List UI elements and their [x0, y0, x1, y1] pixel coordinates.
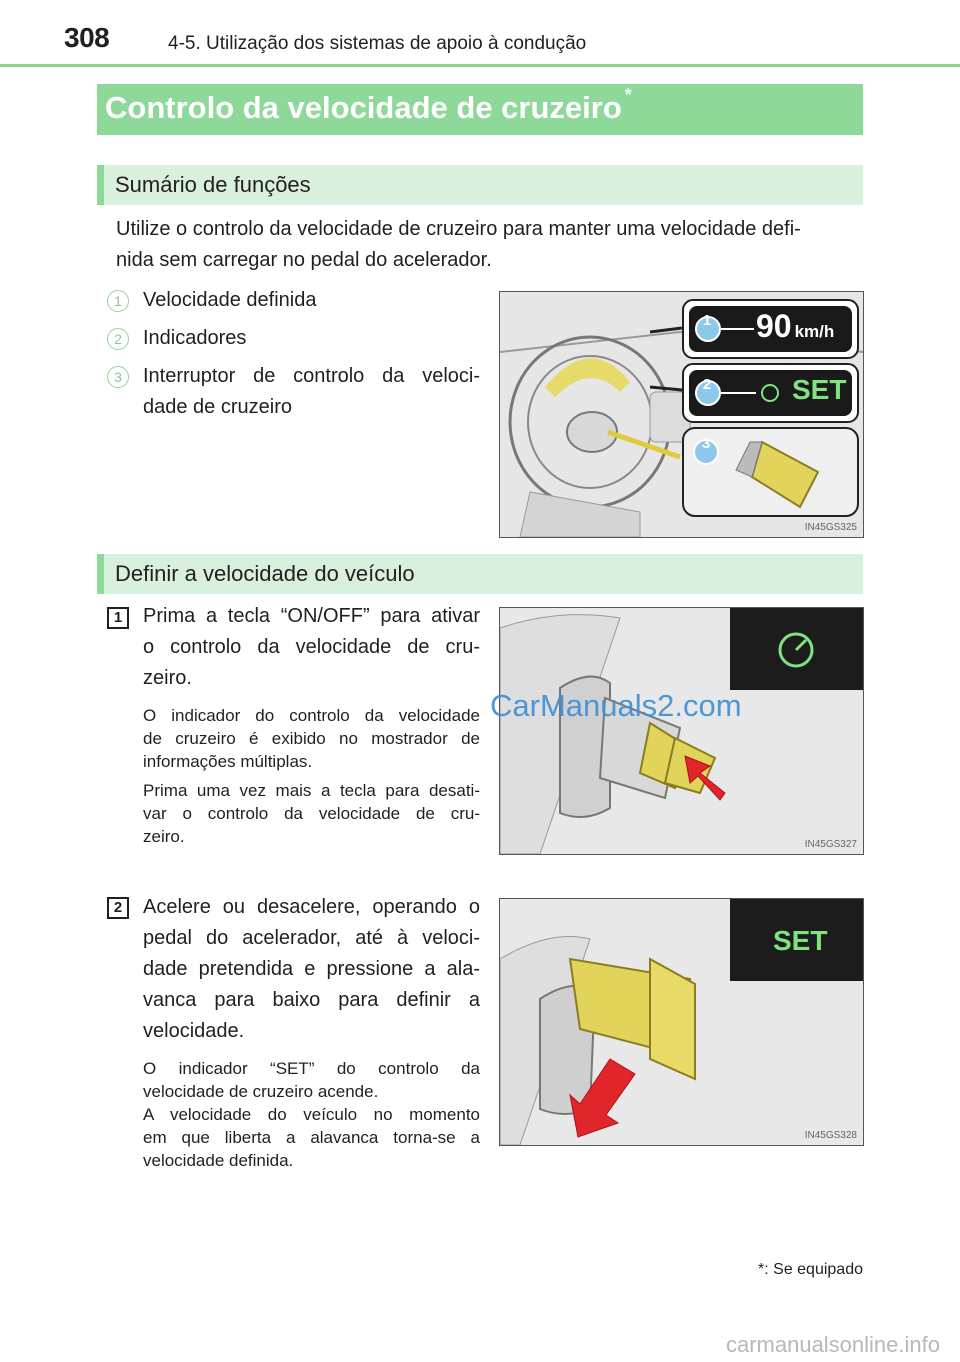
step-number-1: 1: [107, 607, 129, 629]
callout-number-1: 1: [107, 290, 129, 312]
step2-note: O indicador “SET” do controlo da velocidade de cruzeiro acende. A velocidade do veículo no momento em que liberta a alavanca torna-se a velocidade definida.: [143, 1059, 480, 1170]
site-watermark: carmanualsonline.info: [725, 1332, 940, 1357]
main-title: Controlo da velocidade de cruzeiro *: [105, 84, 632, 125]
figure-dashboard: [499, 291, 864, 538]
footnote: *: Se equipado: [758, 1261, 863, 1278]
list-item: Indicadores: [143, 327, 247, 349]
callout-1-label: 1: [702, 312, 712, 329]
list-item: Interruptor de controlo da veloci- dade de cruzeiro: [143, 365, 480, 418]
figure-set-lever: [499, 898, 864, 1146]
step2-text: Acelere ou desacelere, operando o pedal do acelerador, até à veloci- dade pretendida e pressione a ala- vanca para baixo para definir a velocidade.: [143, 896, 480, 1042]
callout-number-2: 2: [107, 328, 129, 350]
callout-2-label: 2: [702, 376, 712, 393]
intro-paragraph: Utilize o controlo da velocidade de cruzeiro para manter uma velocidade defi- nida sem carregar no pedal do acelerador.: [116, 218, 801, 271]
main-title-banner: [97, 84, 863, 135]
chapter-title: 4-5. Utilização dos sistemas de apoio à condução: [168, 33, 587, 54]
set-indicator: SET: [792, 374, 847, 405]
callout-number-3: 3: [107, 366, 129, 388]
section-heading-summary: Sumário de funções: [97, 165, 863, 205]
figure-id: IN45GS328: [804, 1130, 857, 1141]
list-item: Velocidade definida: [143, 289, 317, 311]
step1-note: O indicador do controlo da velocidade de cruzeiro é exibido no mostrador de informações múltiplas.: [143, 706, 480, 771]
speed-value: 90 km/h: [756, 308, 835, 344]
asterisk-mark: *: [624, 84, 632, 105]
callout-3-label: 3: [701, 435, 711, 452]
step1-text: Prima a tecla “ON/OFF” para ativar o controlo da velocidade de cru- zeiro.: [143, 605, 480, 689]
section-heading-set-speed: Definir a velocidade do veículo: [97, 554, 863, 594]
figure-on-off-switch: [499, 607, 864, 855]
page-number: 308: [64, 22, 110, 53]
header-rule: [0, 64, 960, 67]
step1-note-2: Prima uma vez mais a tecla para desati- var o controlo da velocidade de cru- zeiro.: [143, 781, 480, 846]
asterisk-mark: *: [758, 1261, 765, 1278]
figure-id: IN45GS325: [804, 522, 857, 533]
step-number-2: 2: [107, 897, 129, 919]
lever-on-off-illustration: [500, 608, 863, 854]
set-indicator: SET: [773, 925, 828, 956]
watermark-logo: CarManuals2.com: [490, 688, 742, 723]
figure-id: IN45GS327: [804, 839, 857, 850]
